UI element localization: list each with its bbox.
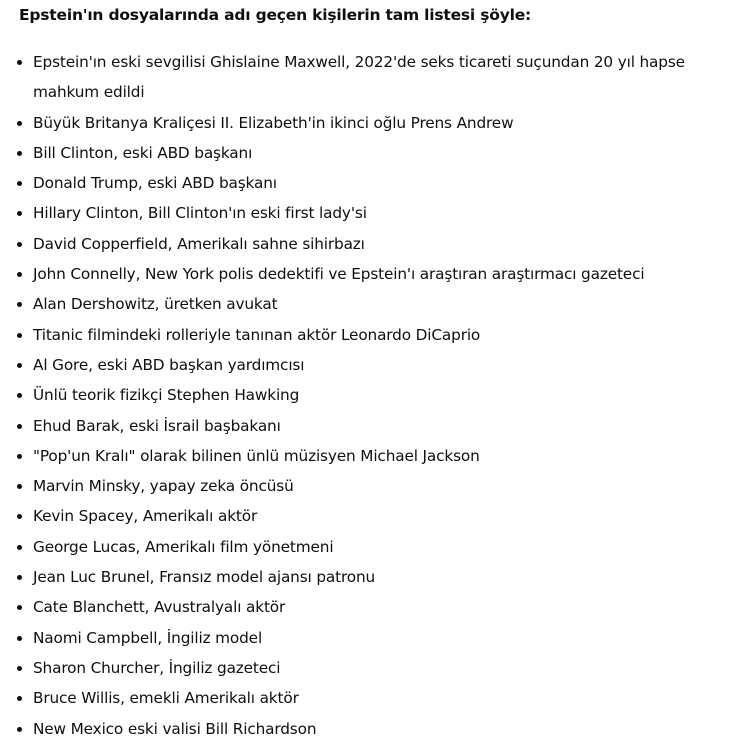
list-item-text: Hillary Clinton, Bill Clinton'ın eski first lady'si [33,204,367,223]
list-item-text: Al Gore, eski ABD başkan yardımcısı [33,355,305,374]
list-item-text: Kevin Spacey, Amerikalı aktör [33,507,258,526]
list-item-text: Donald Trump, eski ABD başkanı [33,174,277,193]
list-item-text: Alan Dershowitz, üretken avukat [33,295,278,314]
list-item-text: Büyük Britanya Kraliçesi II. Elizabeth'in ikinci oğlu Prens Andrew [33,113,514,132]
list-item-text: Bruce Willis, emekli Amerikalı aktör [33,689,299,708]
list-item-text: David Copperfield, Amerikalı sahne sihirbazı [33,234,365,253]
list-item-text: Sharon Churcher, İngiliz gazeteci [33,658,281,677]
bullet-icon [17,393,22,398]
list-item [0,501,750,531]
list-item [0,320,750,350]
bullet-icon [17,696,22,701]
bullet-icon [17,242,22,247]
bullet-icon [17,727,22,732]
bullet-icon [17,636,22,641]
list-item [0,259,750,289]
list-item [0,532,750,562]
bullet-icon [17,211,22,216]
list-item-text: New Mexico eski valisi Bill Richardson [33,719,317,738]
list-item-text: Jean Luc Brunel, Fransız model ajansı patronu [33,568,376,587]
list-item-text: George Lucas, Amerikalı film yönetmeni [33,537,334,556]
list-item [0,471,750,501]
list-item-text: Marvin Minsky, yapay zeka öncüsü [33,477,294,496]
list-item [0,441,750,471]
list-item [0,350,750,380]
bullet-icon [17,151,22,156]
list-item-text: Epstein'ın eski sevgilisi Ghislaine Maxwell, 2022'de seks ticareti suçundan 20 yıl hapse mahkum edildi [33,53,685,102]
bullet-icon [17,514,22,519]
list-item-text: "Pop'un Kralı" olarak bilinen ünlü müzisyen Michael Jackson [33,446,480,465]
bullet-icon [17,181,22,186]
list-item-text: Naomi Campbell, İngiliz model [33,628,263,647]
bullet-icon [17,666,22,671]
bullet-icon [17,60,22,65]
list-item [0,108,750,138]
list-item-text: Bill Clinton, eski ABD başkanı [33,143,253,162]
list-item [0,714,750,744]
bullet-icon [17,575,22,580]
list-item-text: John Connelly, New York polis dedektifi ve Epstein'ı araştıran araştırmacı gazeteci [33,265,645,284]
bullet-icon [17,545,22,550]
list-heading: Epstein'ın dosyalarında adı geçen kişilerin tam listesi şöyle: [19,6,532,24]
bullet-icon [17,302,22,307]
list-item-text: Ünlü teorik fizikçi Stephen Hawking [33,386,300,405]
list-item [0,592,750,622]
bullet-icon [17,605,22,610]
bullet-icon [17,424,22,429]
list-item [0,47,750,108]
list-item [0,289,750,319]
list-item [0,168,750,198]
list-item [0,653,750,683]
bullet-icon [17,121,22,126]
bullet-icon [17,454,22,459]
list-item [0,380,750,410]
bullet-icon [17,333,22,338]
people-list [0,47,750,744]
list-item [0,138,750,168]
list-item [0,198,750,228]
list-item-text: Ehud Barak, eski İsrail başbakanı [33,416,281,435]
bullet-icon [17,272,22,277]
list-item [0,562,750,592]
list-item-text: Titanic filmindeki rolleriyle tanınan aktör Leonardo DiCaprio [33,325,481,344]
list-item [0,229,750,259]
list-item [0,411,750,441]
list-item [0,623,750,653]
bullet-icon [17,363,22,368]
bullet-icon [17,484,22,489]
list-item-text: Cate Blanchett, Avustralyalı aktör [33,598,286,617]
list-item [0,683,750,713]
